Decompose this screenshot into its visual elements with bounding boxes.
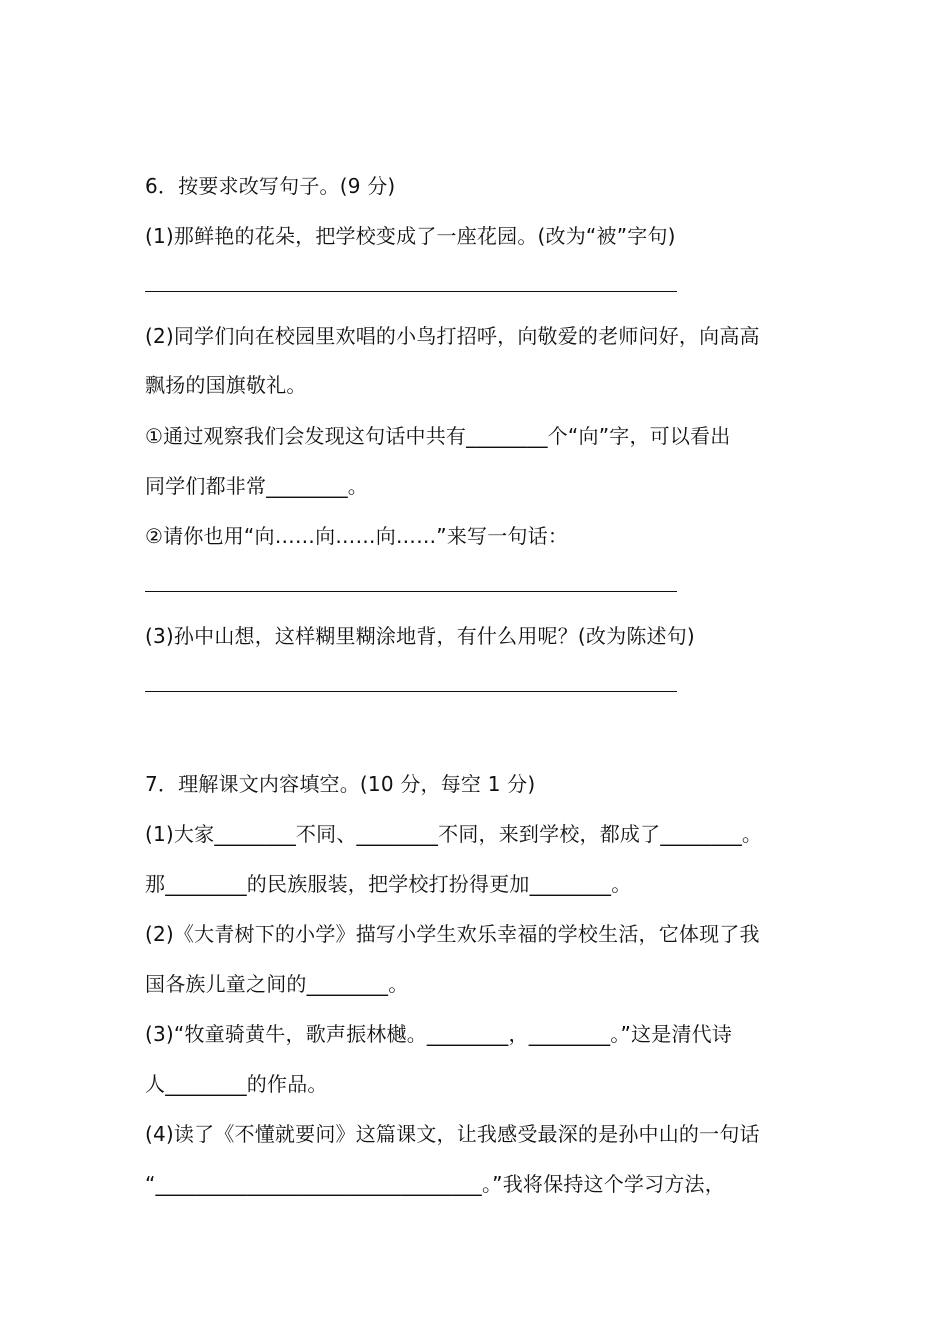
question-7-item-4-line-2: “________________________________。”我将保持这个学习方法， bbox=[145, 1172, 725, 1196]
question-6-item-1: (1)那鲜艳的花朵，把学校变成了一座花园。(改为“被”字句) bbox=[145, 224, 676, 248]
question-6-item-2-sub-1-line-1: ①通过观察我们会发现这句话中共有________个“向”字，可以看出 bbox=[145, 424, 731, 448]
answer-line-6-2 bbox=[145, 591, 677, 592]
question-7-item-3-line-1: (3)“牧童骑黄牛，歌声振林樾。________，________。”这是清代诗 bbox=[145, 1022, 733, 1046]
answer-line-6-3 bbox=[145, 691, 677, 692]
question-7-item-1-line-1: (1)大家________不同、________不同，来到学校，都成了________。 bbox=[145, 822, 763, 846]
question-6-item-2-line-1: (2)同学们向在校园里欢唱的小鸟打招呼，向敬爱的老师问好，向高高 bbox=[145, 324, 760, 348]
question-7-item-2-line-1: (2)《大青树下的小学》描写小学生欢乐幸福的学校生活，它体现了我 bbox=[145, 922, 760, 946]
question-7-item-1-line-2: 那________的民族服装，把学校打扮得更加________。 bbox=[145, 872, 632, 896]
question-7-title: 7．理解课文内容填空。(10 分，每空 1 分) bbox=[145, 772, 536, 796]
answer-line-6-1 bbox=[145, 291, 677, 292]
question-7-item-2-line-2: 国各族儿童之间的________。 bbox=[145, 972, 409, 996]
question-6-title: 6．按要求改写句子。(9 分) bbox=[145, 174, 396, 198]
question-6-item-2-sub-1-line-2: 同学们都非常________。 bbox=[145, 474, 368, 498]
question-6-item-2-sub-2: ②请你也用“向……向……向……”来写一句话： bbox=[145, 524, 569, 548]
question-7-item-3-line-2: 人________的作品。 bbox=[145, 1072, 328, 1096]
question-6-item-2-line-2: 飘扬的国旗敬礼。 bbox=[145, 373, 307, 397]
question-7-item-4-line-1: (4)读了《不懂就要问》这篇课文，让我感受最深的是孙中山的一句话 bbox=[145, 1122, 760, 1146]
question-6-item-3: (3)孙中山想，这样糊里糊涂地背，有什么用呢？(改为陈述句) bbox=[145, 624, 695, 648]
